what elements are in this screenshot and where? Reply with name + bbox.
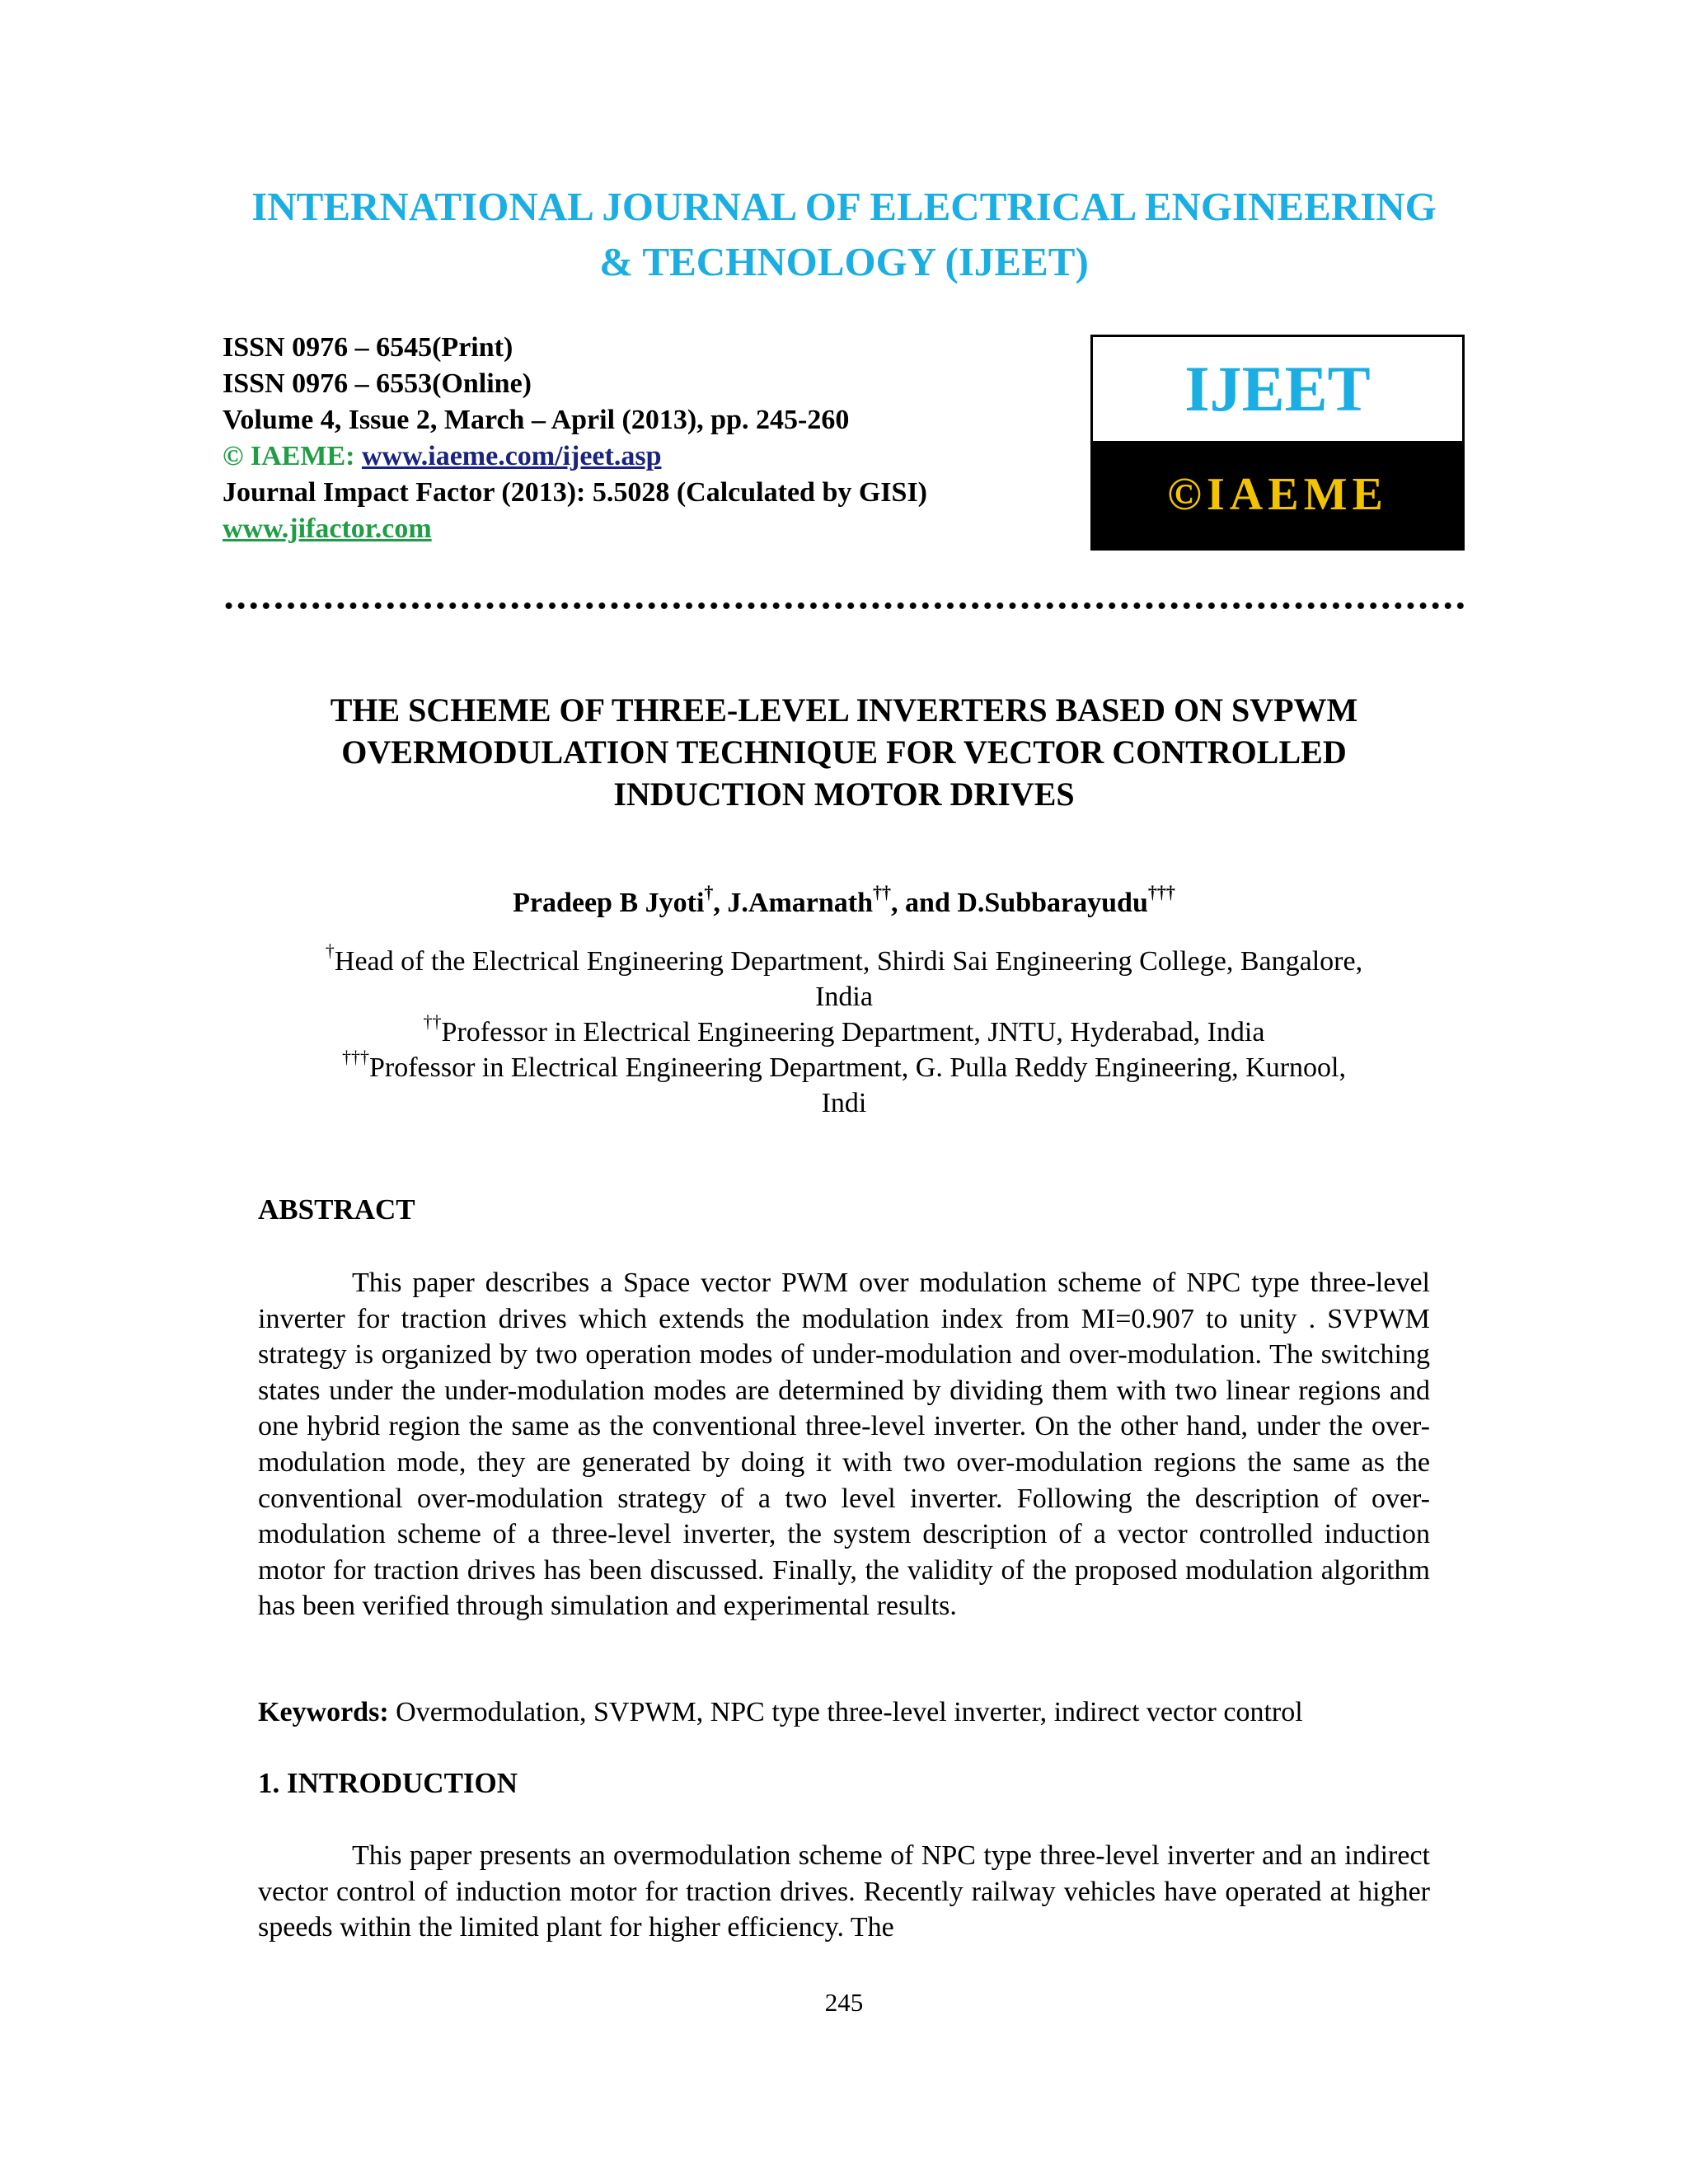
journal-title-line-1: INTERNATIONAL JOURNAL OF ELECTRICAL ENGINEERING [251,184,1437,229]
paper-title-line-1: THE SCHEME OF THREE-LEVEL INVERTERS BASED ON SVPWM [330,691,1358,729]
keywords-line [258,1694,1303,1731]
author-1-mark: † [704,881,714,902]
copyright-line [223,438,661,475]
jifactor-line [223,511,432,547]
author-3: D.Subbarayudu [957,888,1148,918]
paper-title-line-3: INDUCTION MOTOR DRIVES [613,776,1075,813]
keywords-label: Keywords: [258,1697,389,1727]
affiliation-2 [0,1010,1688,1050]
paper-title-line-2: OVERMODULATION TECHNIQUE FOR VECTOR CONTROLLED [341,733,1347,771]
author-2: J.Amarnath [727,888,874,918]
affiliation-2-text: Professor in Electrical Engineering Department, JNTU, Hyderabad, India [441,1017,1265,1047]
issn-print: ISSN 0976 – 6545(Print) [223,332,513,363]
author-2-mark: †† [873,881,892,902]
affiliation-3-mark: ††† [342,1046,369,1067]
affiliation-1-line-2: India [815,982,873,1012]
affiliation-3-text: Professor in Electrical Engineering Department, G. Pulla Reddy Engineering, Kurnool, [369,1052,1346,1083]
introduction-heading: 1. INTRODUCTION [258,1767,518,1799]
introduction-text: This paper presents an overmodulation scheme of NPC type three-level inverter and an indirect vector control of induction motor for traction drives. Recently railway vehicles have operated at higher speeds within the limited plant for higher efficiency. The [258,1840,1430,1943]
abstract-text: This paper describes a Space vector PWM over modulation scheme of NPC type three-level inverter for traction drives which extends the modulation index from MI=0.907 to unity . SVPWM strategy is organized by two operation modes of under-modulation and over-modulation. The switching states under the under-modulation modes are determined by dividing them with two linear regions and one hybrid region the same as the conventional three-level inverter. On the other hand, under the over-modulation mode, they are generated by doing it with two over-modulation regions the same as the conventional over-modulation strategy of a two level inverter. Following the description of over-modulation scheme of a three-level inverter, the system description of a vector controlled induction motor for traction drives has been discussed. Finally, the validity of the proposed modulation algorithm has been verified through simulation and experimental results. [258,1268,1430,1622]
author-separator-2: , and [891,888,958,918]
affiliation-3-line-2: Indi [821,1088,867,1118]
affiliation-1-text: Head of the Electrical Engineering Department, Shirdi Sai Engineering College, Bangalore, [334,946,1363,977]
impact-factor: Journal Impact Factor (2013): 5.5028 (Calculated by GISI) [223,477,927,508]
author-separator-1: , [713,888,728,918]
copyright-prefix: © IAEME: [223,441,362,471]
jifactor-link[interactable]: www.jifactor.com [223,513,432,544]
page-number: 245 [824,1988,864,2017]
author-3-mark: ††† [1147,881,1175,902]
journal-website-link[interactable]: www.iaeme.com/ijeet.asp [361,441,662,471]
affiliation-1-line-1 [0,940,1688,979]
affiliation-2-mark: †† [423,1010,442,1032]
volume-info: Volume 4, Issue 2, March – April (2013), pp. 245-260 [223,405,850,435]
journal-title-line-2: & TECHNOLOGY (IJEET) [599,239,1089,284]
affiliation-1-mark: † [325,940,335,961]
dotted-divider [223,600,1467,612]
abstract-heading: ABSTRACT [258,1193,415,1226]
logo-iaeme-text: ©IAEME [1093,441,1462,548]
journal-logo [1090,335,1465,551]
logo-ijeet-text: IJEET [1184,353,1371,424]
issn-online: ISSN 0976 – 6553(Online) [223,368,532,399]
affiliation-3-line-1 [0,1046,1688,1085]
author-line [0,881,1688,921]
keywords-text: Overmodulation, SVPWM, NPC type three-level inverter, indirect vector control [388,1697,1303,1727]
author-1: Pradeep B Jyoti [513,888,705,918]
